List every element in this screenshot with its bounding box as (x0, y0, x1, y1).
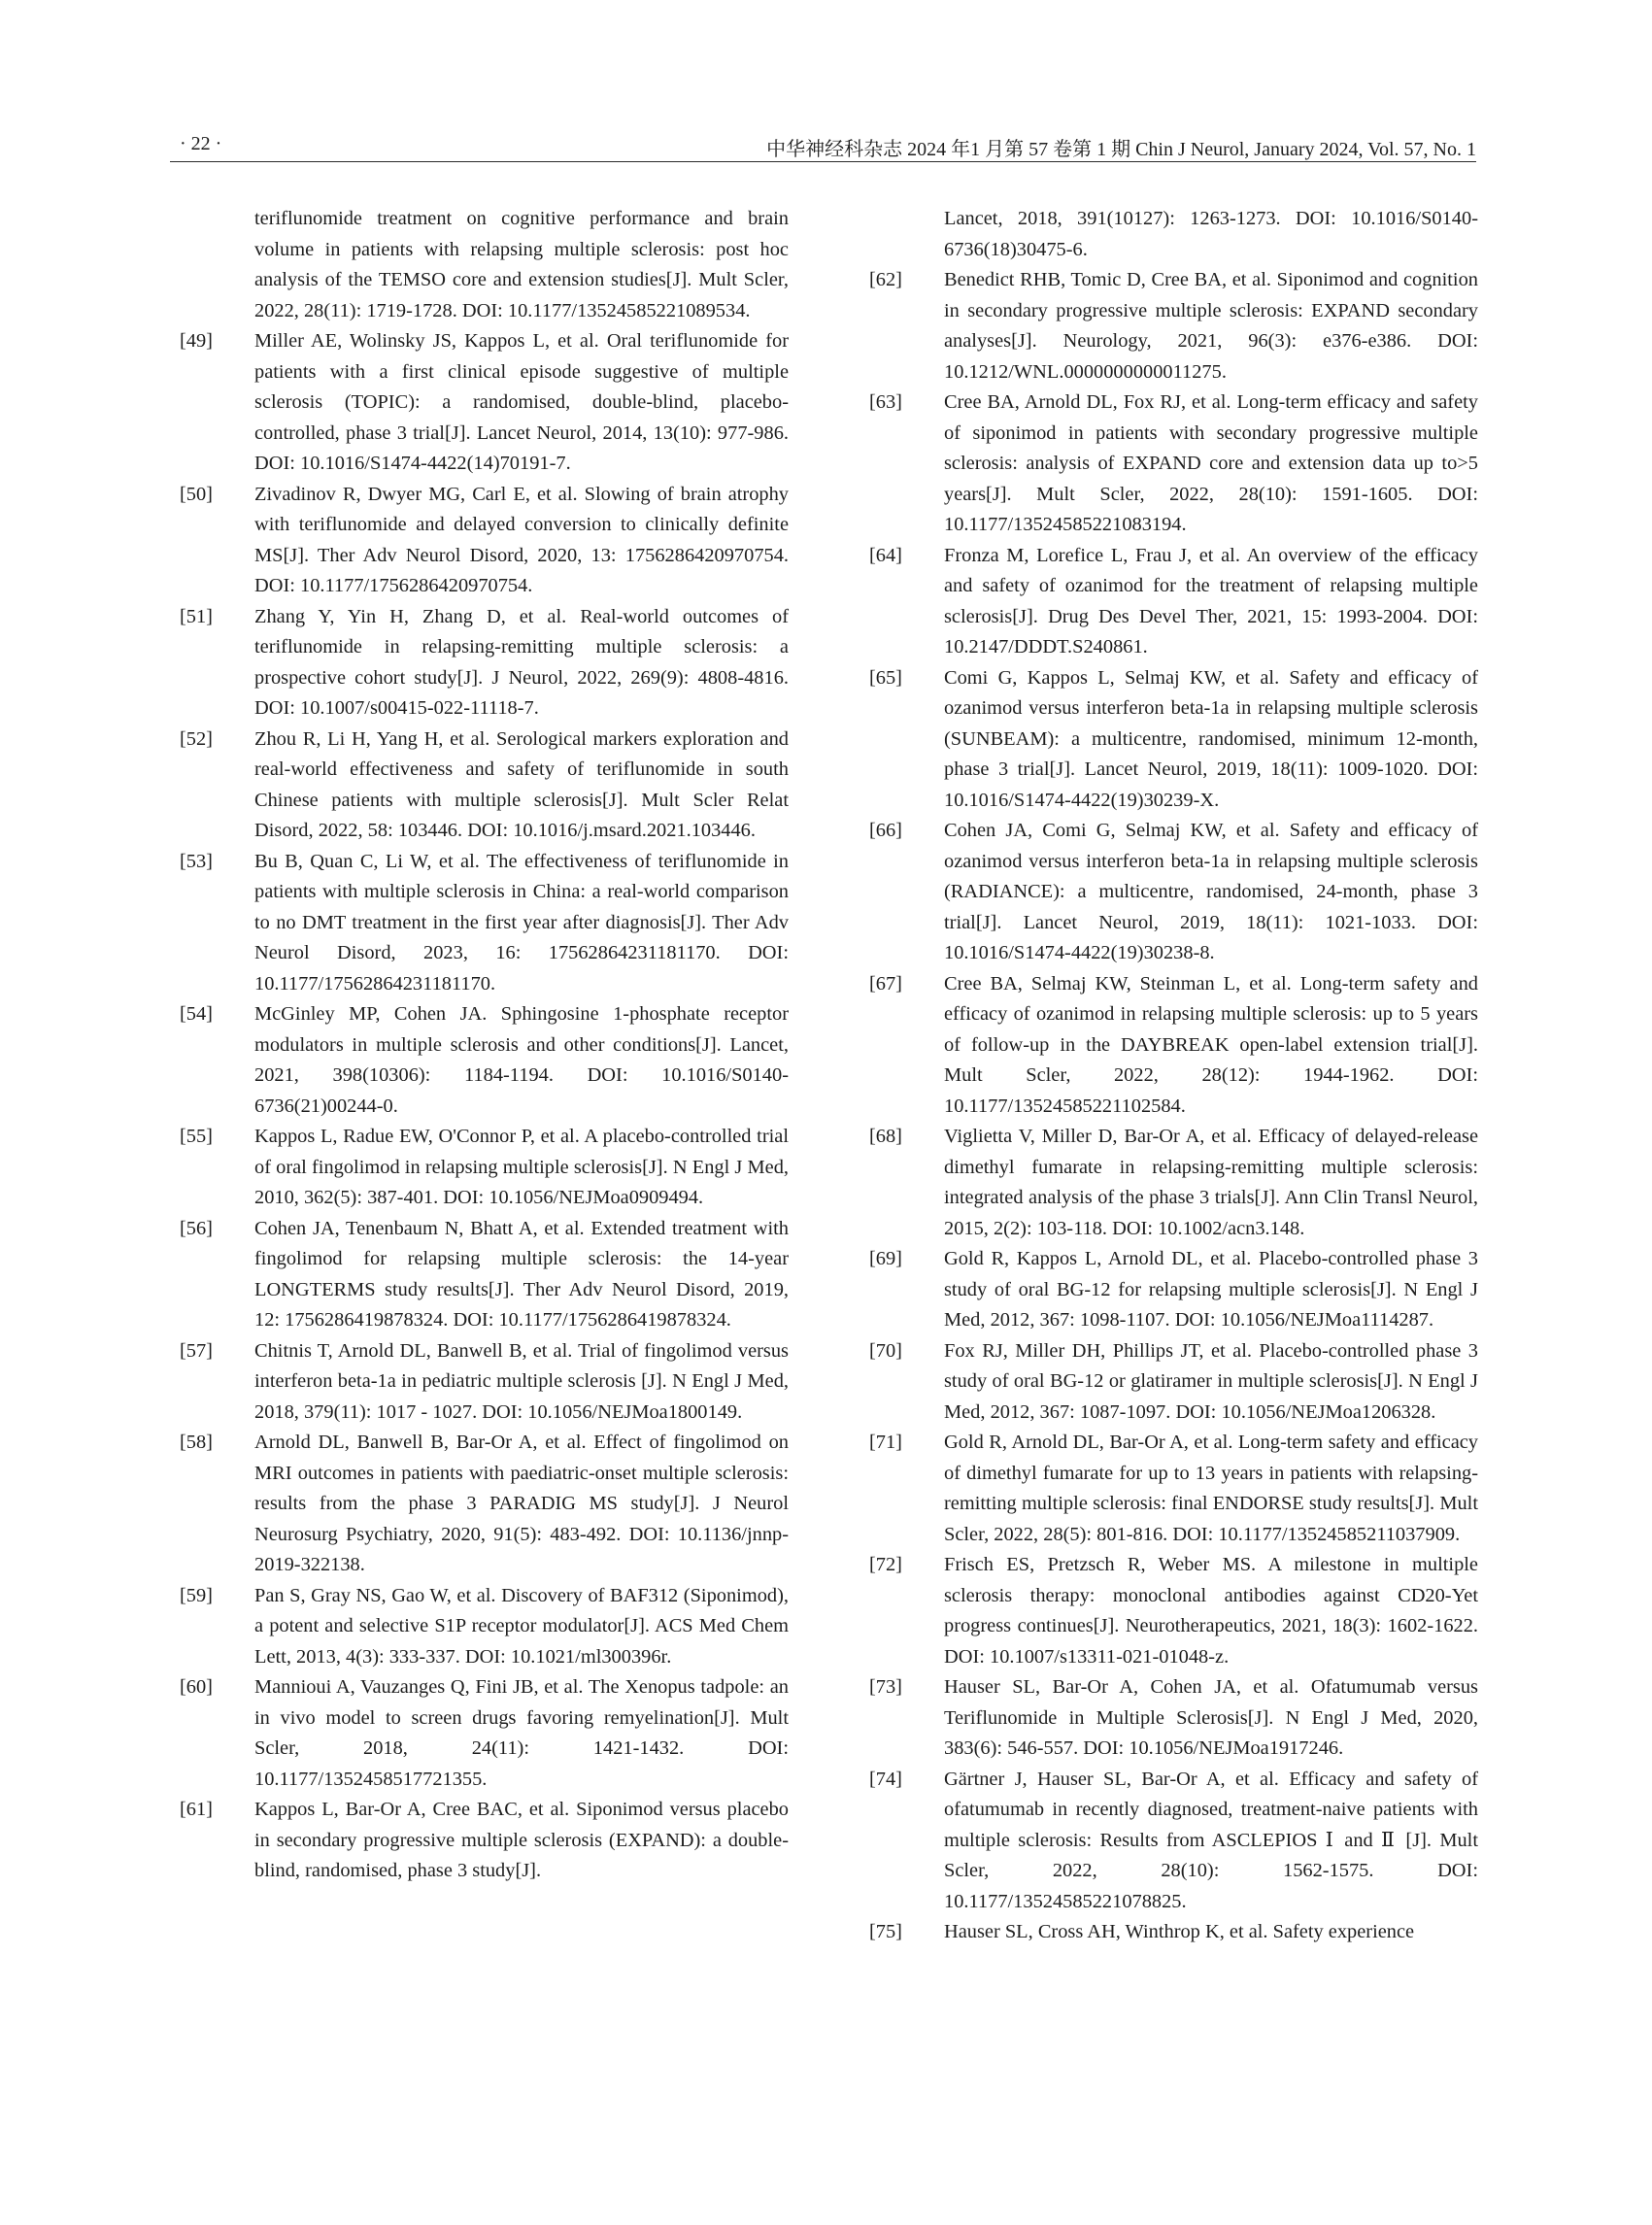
reference-continuation (180, 204, 789, 326)
reference-number: [52] (180, 727, 213, 750)
reference-text: Gärtner J, Hauser SL, Bar-Or A, et al. Efficacy and safety of ofatumumab in recently diagnosed, treatment-naive patients with multiple sclerosis: Results from ASCLEPIOS Ⅰ and Ⅱ [J]. Mult Scler, 2022, 28(10): 1562-1575. DOI: 10.1177/13524585221078825. (944, 1768, 1478, 1912)
reference-51 (180, 602, 789, 725)
reference-63 (869, 388, 1478, 541)
reference-text: teriflunomide treatment on cognitive performance and brain volume in patients with relapsing multiple sclerosis: post hoc analysis of the TEMSO core and extension studies[J]. Mult Scler, 2022, 28(11): 1719-1728. DOI: 10.1177/13524585221089534. (254, 208, 789, 321)
reference-text: Zhou R, Li H, Yang H, et al. Serological markers exploration and real-world effectiveness and safety of teriflunomide in south Chinese patients with multiple sclerosis[J]. Mult Scler Relat Disord, 2022, 58: 103446. DOI: 10.1016/j.msard.2021.103446. (254, 727, 789, 841)
reference-65 (869, 663, 1478, 817)
reference-text: Gold R, Arnold DL, Bar-Or A, et al. Long-term safety and efficacy of dimethyl fumarate for up to 13 years in patients with relapsing-remitting multiple sclerosis: final ENDORSE study results[J]. Mult Scler, 2022, 28(5): 801-816. DOI: 10.1177/13524585211037909. (944, 1432, 1478, 1545)
reference-55 (180, 1122, 789, 1214)
reference-number: [49] (180, 330, 213, 352)
reference-57 (180, 1336, 789, 1429)
reference-number: [75] (869, 1921, 902, 1942)
reference-56 (180, 1214, 789, 1336)
reference-text: Mannioui A, Vauzanges Q, Fini JB, et al. The Xenopus tadpole: an in vivo model to screen drugs favoring remyelination[J]. Mult Scler, 2018, 24(11): 1421-1432. DOI: 10.1177/1352458517721355. (254, 1676, 789, 1790)
reference-text: Arnold DL, Banwell B, Bar-Or A, et al. Effect of fingolimod on MRI outcomes in patients with paediatric-onset multiple sclerosis: results from the phase 3 PARADIG MS study[J]. J Neurol Neurosurg Psychiatry, 2020, 91(5): 483-492. DOI: 10.1136/jnnp-2019-322138. (254, 1432, 789, 1575)
reference-continuation (869, 204, 1478, 265)
reference-75 (869, 1917, 1478, 1948)
reference-number: [64] (869, 544, 902, 566)
reference-number: [65] (869, 666, 902, 689)
reference-59 (180, 1581, 789, 1673)
reference-number: [74] (869, 1768, 902, 1790)
reference-number: [71] (869, 1432, 902, 1453)
reference-number: [67] (869, 972, 902, 995)
reference-text: McGinley MP, Cohen JA. Sphingosine 1-phosphate receptor modulators in multiple sclerosis and other conditions[J]. Lancet, 2021, 398(10306): 1184-1194. DOI: 10.1016/S0140-6736(21)00244-0. (254, 1003, 789, 1117)
reference-number: [61] (180, 1799, 213, 1820)
reference-text: Lancet, 2018, 391(10127): 1263-1273. DOI: 10.1016/S0140-6736(18)30475-6. (944, 208, 1478, 260)
reference-74 (869, 1765, 1478, 1918)
header-rule (170, 161, 1476, 162)
reference-73 (869, 1672, 1478, 1765)
reference-69 (869, 1244, 1478, 1336)
reference-number: [58] (180, 1432, 213, 1453)
reference-60 (180, 1672, 789, 1795)
reference-61 (180, 1795, 789, 1887)
reference-text: Bu B, Quan C, Li W, et al. The effectiveness of teriflunomide in patients with multiple sclerosis in China: a real-world comparison to no DMT treatment in the first year after diagnosis[J]. Ther Adv Neurol Disord, 2023, 16: 17562864231181170. DOI: 10.1177/17562864231181170. (254, 850, 789, 995)
reference-text: Benedict RHB, Tomic D, Cree BA, et al. Siponimod and cognition in secondary progressive multiple sclerosis: EXPAND secondary analyses[J]. Neurology, 2021, 96(3): e376-e386. DOI: 10.1212/WNL.0000000000011275. (944, 269, 1478, 383)
reference-67 (869, 969, 1478, 1123)
reference-52 (180, 725, 789, 847)
reference-text: Kappos L, Radue EW, O'Connor P, et al. A placebo-controlled trial of oral fingolimod in relapsing multiple sclerosis[J]. N Engl J Med, 2010, 362(5): 387-401. DOI: 10.1056/NEJMoa0909494. (254, 1126, 789, 1208)
reference-62 (869, 265, 1478, 388)
reference-58 (180, 1428, 789, 1581)
reference-number: [62] (869, 269, 902, 290)
reference-text: Hauser SL, Bar-Or A, Cohen JA, et al. Ofatumumab versus Teriflunomide in Multiple Sclerosis[J]. N Engl J Med, 2020, 383(6): 546-557. DOI: 10.1056/NEJMoa1917246. (944, 1676, 1478, 1759)
reference-number: [56] (180, 1217, 213, 1239)
reference-number: [57] (180, 1339, 213, 1362)
reference-text: Gold R, Kappos L, Arnold DL, et al. Placebo-controlled phase 3 study of oral BG-12 for relapsing multiple sclerosis[J]. N Engl J Med, 2012, 367: 1098-1107. DOI: 10.1056/NEJMoa1114287. (944, 1248, 1478, 1331)
reference-53 (180, 847, 789, 1000)
reference-49 (180, 326, 789, 480)
reference-number: [53] (180, 850, 213, 872)
reference-text: Comi G, Kappos L, Selmaj KW, et al. Safety and efficacy of ozanimod versus interferon beta-1a in relapsing multiple sclerosis (SUNBEAM): a multicentre, randomised, minimum 12-month, phase 3 trial[J]. Lancet Neurol, 2019, 18(11): 1009-1020. DOI: 10.1016/S1474-4422(19)30239-X. (944, 666, 1478, 811)
reference-text: Zhang Y, Yin H, Zhang D, et al. Real-world outcomes of teriflunomide in relapsing-remitting multiple sclerosis: a prospective cohort study[J]. J Neurol, 2022, 269(9): 4808-4816. DOI: 10.1007/s00415-022-11118-7. (254, 605, 789, 719)
reference-number: [68] (869, 1126, 902, 1147)
reference-number: [54] (180, 1003, 213, 1025)
reference-text: Frisch ES, Pretzsch R, Weber MS. A milestone in multiple sclerosis therapy: monoclonal antibodies against CD20-Yet progress continues[J]. Neurotherapeutics, 2021, 18(3): 1602-1622. DOI: 10.1007/s13311-021-01048-z. (944, 1554, 1478, 1668)
reference-70 (869, 1336, 1478, 1429)
reference-number: [73] (869, 1676, 902, 1698)
reference-text: Viglietta V, Miller D, Bar-Or A, et al. Efficacy of delayed-release dimethyl fumarate in relapsing-remitting multiple sclerosis: integrated analysis of the phase 3 trials[J]. Ann Clin Transl Neurol, 2015, 2(2): 103-118. DOI: 10.1002/acn3.148. (944, 1126, 1478, 1239)
page-number: · 22 · (180, 133, 222, 154)
reference-number: [72] (869, 1554, 902, 1575)
reference-72 (869, 1550, 1478, 1672)
reference-text: Fronza M, Lorefice L, Frau J, et al. An overview of the efficacy and safety of ozanimod for the treatment of relapsing multiple sclerosis[J]. Drug Des Devel Ther, 2021, 15: 1993-2004. DOI: 10.2147/DDDT.S240861. (944, 544, 1478, 657)
reference-50 (180, 480, 789, 602)
reference-text: Cree BA, Selmaj KW, Steinman L, et al. Long-term safety and efficacy of ozanimod in relapsing multiple sclerosis: up to 5 years of follow-up in the DAYBREAK open-label extension trial[J]. Mult Scler, 2022, 28(12): 1944-1962. DOI: 10.1177/13524585221102584. (944, 972, 1478, 1117)
reference-number: [55] (180, 1126, 213, 1147)
reference-number: [59] (180, 1584, 213, 1606)
reference-text: Kappos L, Bar-Or A, Cree BAC, et al. Siponimod versus placebo in secondary progressive multiple sclerosis (EXPAND): a double-blind, randomised, phase 3 study[J]. (254, 1799, 789, 1881)
right-column (869, 204, 1478, 1948)
reference-71 (869, 1428, 1478, 1550)
reference-text: Chitnis T, Arnold DL, Banwell B, et al. Trial of fingolimod versus interferon beta-1a in pediatric multiple sclerosis [J]. N Engl J Med, 2018, 379(11): 1017 - 1027. DOI: 10.1056/NEJMoa1800149. (254, 1339, 789, 1423)
reference-text: Cree BA, Arnold DL, Fox RJ, et al. Long-term efficacy and safety of siponimod in patients with secondary progressive multiple sclerosis: analysis of EXPAND core and extension data up to>5 years[J]. Mult Scler, 2022, 28(10): 1591-1605. DOI: 10.1177/13524585221083194. (944, 391, 1478, 535)
reference-number: [66] (869, 820, 902, 841)
reference-text: Miller AE, Wolinsky JS, Kappos L, et al. Oral teriflunomide for patients with a first clinical episode suggestive of multiple sclerosis (TOPIC): a randomised, double-blind, placebo-controlled, phase 3 trial[J]. Lancet Neurol, 2014, 13(10): 977-986. DOI: 10.1016/S1474-4422(14)70191-7. (254, 330, 789, 474)
reference-54 (180, 999, 789, 1122)
left-column (180, 204, 789, 1887)
reference-text: Pan S, Gray NS, Gao W, et al. Discovery of BAF312 (Siponimod), a potent and selective S1P receptor modulator[J]. ACS Med Chem Lett, 2013, 4(3): 333-337. DOI: 10.1021/ml300396r. (254, 1584, 789, 1668)
reference-number: [60] (180, 1676, 213, 1698)
reference-68 (869, 1122, 1478, 1244)
reference-number: [63] (869, 391, 902, 413)
reference-number: [51] (180, 605, 213, 627)
page-header (180, 133, 1476, 162)
running-title: 中华神经科杂志 2024 年1 月第 57 卷第 1 期 Chin J Neurol, January 2024, Vol. 57, No. 1 (766, 139, 1476, 160)
reference-text: Fox RJ, Miller DH, Phillips JT, et al. Placebo-controlled phase 3 study of oral BG-12 or glatiramer in multiple sclerosis[J]. N Engl J Med, 2012, 367: 1087-1097. DOI: 10.1056/NEJMoa1206328. (944, 1339, 1478, 1423)
reference-64 (869, 541, 1478, 663)
reference-66 (869, 816, 1478, 969)
reference-text: Cohen JA, Comi G, Selmaj KW, et al. Safety and efficacy of ozanimod versus interferon beta-1a in relapsing multiple sclerosis (RADIANCE): a multicentre, randomised, 24-month, phase 3 trial[J]. Lancet Neurol, 2019, 18(11): 1021-1033. DOI: 10.1016/S1474-4422(19)30238-8. (944, 820, 1478, 963)
reference-number: [70] (869, 1339, 902, 1362)
reference-text: Cohen JA, Tenenbaum N, Bhatt A, et al. Extended treatment with fingolimod for relapsing multiple sclerosis: the 14-year LONGTERMS study results[J]. Ther Adv Neurol Disord, 2019, 12: 1756286419878324. DOI: 10.1177/1756286419878324. (254, 1217, 789, 1331)
reference-text: Hauser SL, Cross AH, Winthrop K, et al. Safety experience (944, 1921, 1415, 1942)
reference-text: Zivadinov R, Dwyer MG, Carl E, et al. Slowing of brain atrophy with teriflunomide and delayed conversion to clinically definite MS[J]. Ther Adv Neurol Disord, 2020, 13: 1756286420970754. DOI: 10.1177/1756286420970754. (254, 483, 789, 596)
reference-number: [69] (869, 1248, 902, 1269)
reference-number: [50] (180, 483, 213, 505)
